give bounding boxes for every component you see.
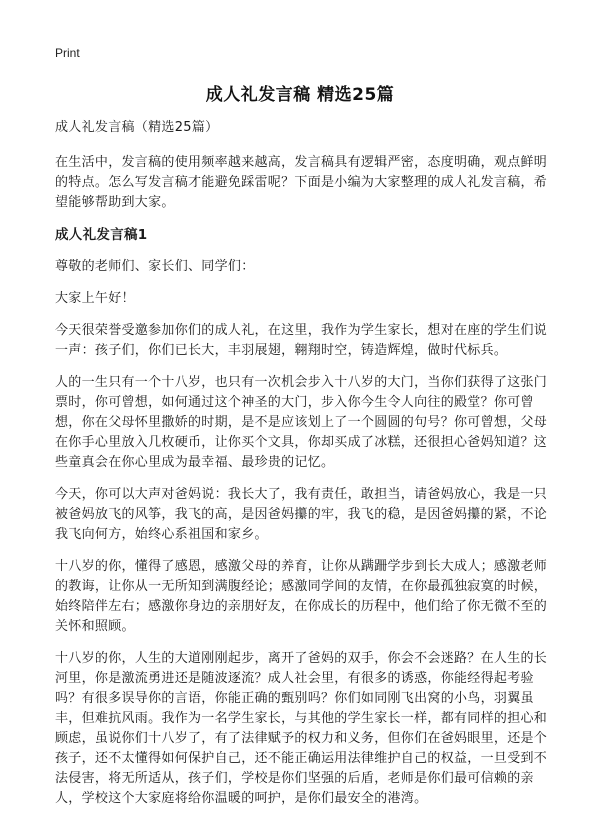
article-subtitle: 成人礼发言稿（精选25篇）	[55, 120, 219, 135]
section-heading: 成人礼发言稿1	[55, 227, 148, 243]
print-link[interactable]: Print	[55, 46, 80, 60]
intro-paragraph: 在生活中，发言稿的使用频率越来越高，发言稿具有逻辑严密，态度明确，观点鲜明的特点。怎么写发言稿才能避免踩雷呢？下面是小编为大家整理的成人礼发言稿，希望能够帮助到大家。	[55, 155, 548, 210]
salutation-paragraph: 尊敬的老师们、家长们、同学们：	[55, 259, 255, 274]
greeting-paragraph: 大家上午好！	[55, 291, 135, 306]
page-title: 成人礼发言稿 精选25篇	[205, 85, 395, 105]
article-body	[55, 118, 551, 821]
body-paragraph: 十八岁的你，人生的大道刚刚起步，离开了爸妈的双手，你会不会迷路？在人生的长河里，你是激流勇进还是随波逐流？成人社会里，有很多的诱惑，你能经得起考验吗？有很多误导你的言语，你能正确的甄别吗？你们如同刚飞出窝的小鸟，羽翼虽丰，但难抗风雨。我作为一名学生家长，与其他的学生家长一样，都有同样的担心和顾虑，虽说你们十八岁了，有了法律赋予的权力和义务，但你们在爸妈眼里，还是个孩子，还不太懂得如何保护自己，还不能正确运用法律维护自己的权益，一旦受到不法侵害，将无所适从，孩子们，学校是你们坚强的后盾，老师是你们最可信赖的亲人，学校这个大家庭将给你温暖的呵护，是你们最安全的港湾。	[55, 651, 548, 806]
body-paragraph: 今天，你可以大声对爸妈说：我长大了，我有责任，敢担当，请爸妈放心，我是一只被爸妈放飞的风筝，我飞的高，是因爸妈攥的牢，我飞的稳，是因爸妈攥的紧，不论我飞向何方，始终心系祖国和家乡。	[55, 487, 548, 542]
body-paragraph: 十八岁的你，懂得了感恩，感激父母的养育，让你从蹒跚学步到长大成人；感激老师的教诲，让你从一无所知到满腹经论；感激同学间的友情，在你最孤独寂寞的时候，始终陪伴左右；感激你身边的亲朋好友，在你成长的历程中，他们给了你无微不至的关怀和照顾。	[55, 559, 548, 634]
body-paragraph: 人的一生只有一个十八岁，也只有一次机会步入十八岁的大门，当你们获得了这张门票时，你可曾想，如何通过这个神圣的大门，步入你今生令人向往的殿堂？你可曾想，你在父母怀里撒娇的时期，是不是应该划上了一个圆圆的句号？你可曾想，父母在你手心里放入几枚硬币，让你买个文具，你却买成了冰糕，还很担心爸妈知道？这些童真会在你心里成为最幸福、最珍贵的记忆。	[55, 375, 548, 470]
body-paragraph: 今天很荣誉受邀参加你们的成人礼，在这里，我作为学生家长，想对在座的学生们说一声：孩子们，你们已长大，丰羽展翅，翱翔时空，铸造辉煌，做时代标兵。	[55, 323, 548, 358]
